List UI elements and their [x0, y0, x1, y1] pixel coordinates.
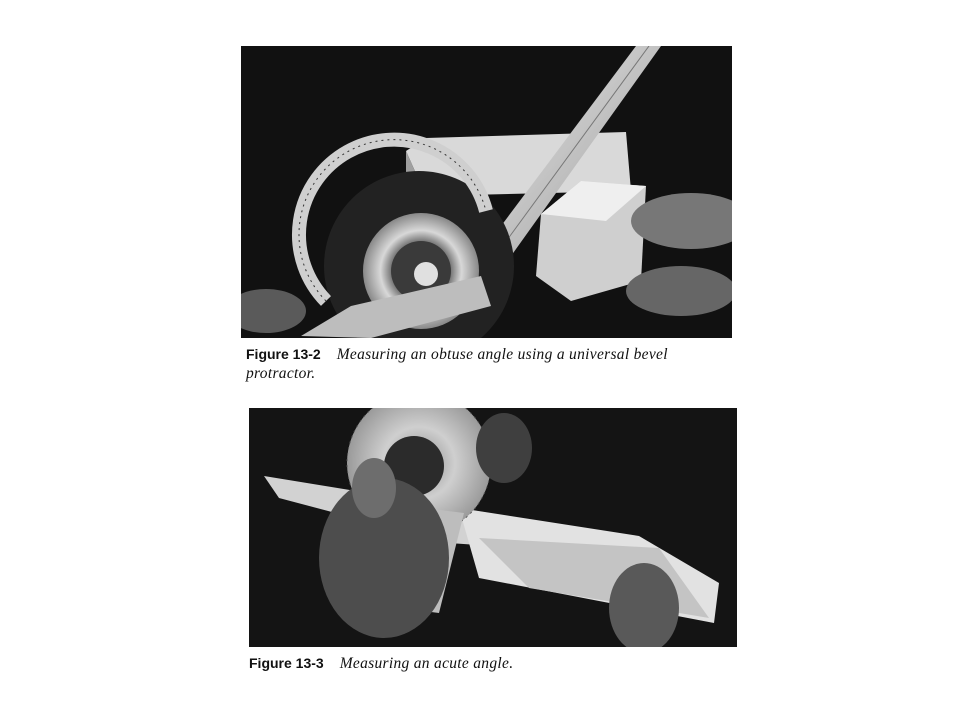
figure-caption-text: Measuring an acute angle. [339, 655, 514, 672]
bevel-protractor-acute-illustration [249, 408, 737, 647]
figure-13-3-photo [249, 408, 737, 647]
figure-number: Figure 13-3 [249, 655, 324, 671]
figure-number: Figure 13-2 [246, 346, 321, 362]
figure-13-2-photo [241, 46, 732, 338]
figure-13-2-caption [246, 345, 736, 383]
figure-caption-text: Measuring an obtuse angle using a universal bevel protractor. [246, 346, 668, 382]
figure-13-3-caption [249, 654, 739, 673]
bevel-protractor-obtuse-illustration [241, 46, 732, 338]
